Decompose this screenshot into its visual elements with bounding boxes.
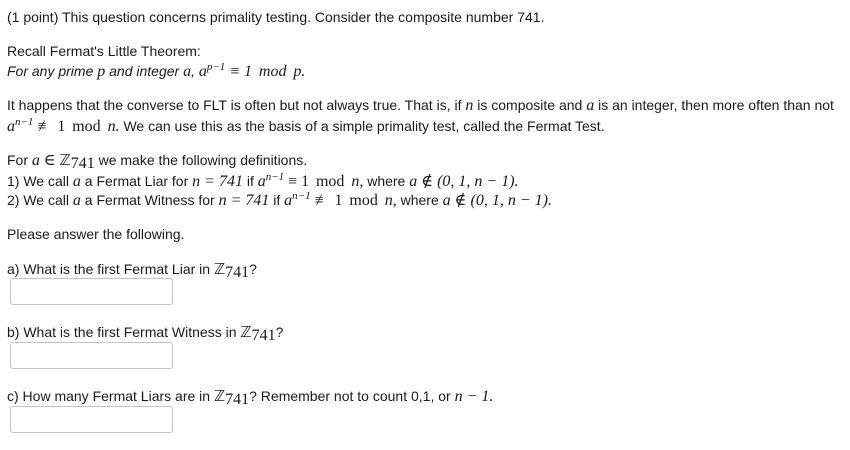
question-a-integers-symbol: ℤ xyxy=(213,260,226,278)
converse-text-1: It happens that the converse to FLT is often but not always true. That is, if xyxy=(7,97,462,113)
question-c-integers-symbol: ℤ xyxy=(213,387,226,405)
question-b-sub: 741 xyxy=(251,327,276,344)
flt-formula-base: a xyxy=(198,63,207,80)
witness-var-a: a xyxy=(72,192,81,209)
question-b-integers-symbol: ℤ xyxy=(240,323,252,341)
flt-formula-modvar: p xyxy=(293,63,302,80)
answer-c-input[interactable] xyxy=(10,406,173,433)
liar-if: if xyxy=(246,173,254,189)
definition-fermat-witness xyxy=(7,191,552,210)
converse-var-a: a xyxy=(586,97,595,114)
liar-n-eq: n = 741 xyxy=(192,173,243,190)
flt-formula-rel: ≡ 1 xyxy=(229,63,252,80)
question-a-end: ? xyxy=(249,261,257,277)
converse-formula-modvar: n. xyxy=(107,118,120,135)
converse-text-3: is an integer, then more often than not xyxy=(598,97,834,113)
converse-var-n: n xyxy=(465,97,474,114)
def-in-symbol: ∈ xyxy=(43,152,56,169)
liar-formula-rel: ≡ 1 xyxy=(288,173,310,190)
witness-formula-exp: n−1 xyxy=(292,190,311,202)
liar-prefix: 1) We call xyxy=(7,173,69,189)
liar-formula-base: a xyxy=(257,173,266,190)
question-a-sub: 741 xyxy=(225,264,250,281)
question-a xyxy=(7,260,257,281)
converse-text-4: We can use this as the basis of a simple primality test, called the Fermat Test. xyxy=(123,118,605,134)
liar-label: a Fermat Liar for xyxy=(84,173,189,189)
definitions-intro xyxy=(7,151,307,170)
answer-b-input[interactable] xyxy=(10,342,173,369)
liar-where: where xyxy=(367,173,406,189)
flt-var-p: p xyxy=(97,63,106,80)
answer-a-input[interactable] xyxy=(10,278,173,305)
flt-text-1: For any prime xyxy=(7,63,94,79)
flt-formula-mod: mod xyxy=(258,63,287,80)
witness-prefix: 2) We call xyxy=(7,192,69,208)
flt-formula-exp: p−1 xyxy=(206,61,226,73)
flt-recall: Recall Fermat's Little Theorem: xyxy=(7,43,201,59)
converse-formula-base: a xyxy=(7,118,15,135)
question-c-end: ? Remember not to count 0,1, or xyxy=(249,388,451,404)
flt-statement xyxy=(7,62,305,81)
flt-text-2: and integer xyxy=(109,63,180,79)
witness-formula-base: a xyxy=(284,192,293,209)
witness-condition: a ∉ (0, 1, n − 1). xyxy=(442,192,552,209)
witness-formula-mod: mod xyxy=(349,192,378,209)
converse-formula-exp: n−1 xyxy=(15,116,34,128)
def-for: For xyxy=(7,152,28,168)
question-a-text: a) What is the first Fermat Liar in xyxy=(7,261,211,277)
definition-fermat-liar xyxy=(7,172,519,191)
converse-formula-rel: ≢ 1 xyxy=(37,118,66,135)
liar-formula-exp: n−1 xyxy=(265,171,285,183)
question-c-sub: 741 xyxy=(225,391,250,408)
question-b-text: b) What is the first Fermat Witness in xyxy=(7,324,237,340)
intro-text: This question concerns primality testing. Consider the composite number 741. xyxy=(62,9,545,25)
liar-condition: a ∉ (0, 1, n − 1). xyxy=(409,173,519,190)
witness-where: where xyxy=(400,192,439,208)
witness-formula-modvar: n, xyxy=(384,192,397,209)
liar-var-a: a xyxy=(72,173,81,190)
def-modulus-sub: 741 xyxy=(70,155,95,172)
def-intro-text: we make the following definitions. xyxy=(98,152,308,168)
converse-line-2 xyxy=(7,117,605,136)
converse-text-2: is composite and xyxy=(477,97,583,113)
question-b-end: ? xyxy=(275,324,284,340)
liar-formula-modvar: n, xyxy=(351,173,364,190)
question-b xyxy=(7,323,284,344)
liar-formula-mod: mod xyxy=(315,173,345,190)
flt-var-a: a xyxy=(183,63,192,80)
witness-formula-rel: ≢ 1 xyxy=(314,192,343,209)
flt-comma: , xyxy=(191,63,195,79)
question-intro xyxy=(7,8,544,26)
witness-if: if xyxy=(273,192,281,208)
converse-formula-mod: mod xyxy=(72,118,101,135)
converse-line-1 xyxy=(7,96,834,115)
question-c xyxy=(7,387,493,406)
witness-n-eq: n = 741 xyxy=(218,192,270,209)
points-label: (1 point) xyxy=(7,9,59,25)
please-answer-text: Please answer the following. xyxy=(7,226,185,242)
question-c-text: c) How many Fermat Liars are in xyxy=(7,388,211,404)
witness-label: a Fermat Witness for xyxy=(84,192,215,208)
question-c-nvar: n − 1. xyxy=(454,388,494,405)
def-integers-symbol: ℤ xyxy=(59,151,71,169)
flt-formula-end: . xyxy=(301,63,306,80)
def-var-a: a xyxy=(31,152,40,169)
